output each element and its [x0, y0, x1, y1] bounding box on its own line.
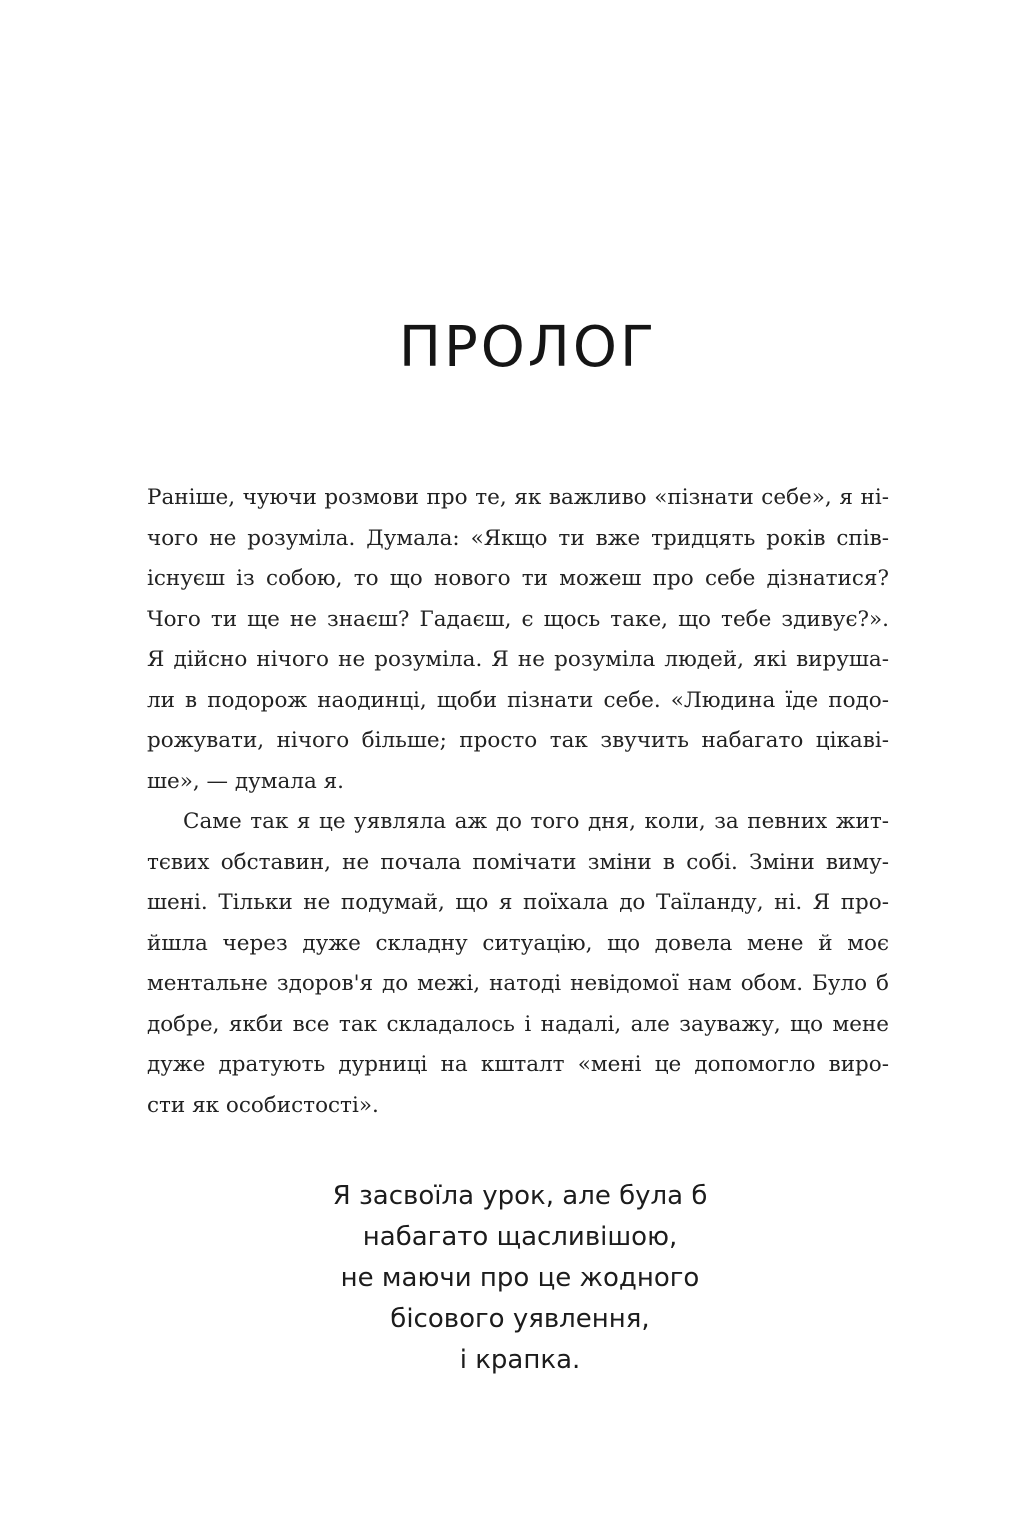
text-line: ментальне здоров'я до межі, натоді невідомої нам обом. Було б	[147, 971, 889, 996]
text-line: шені. Тільки не подумай, що я поїхала до Таїланду, ні. Я про-	[147, 890, 889, 915]
text-line: рожувати, нічого більше; просто так звучить набагато цікаві-	[147, 728, 889, 753]
text-line: дуже дратують дурниці на кшталт «мені це допомогло виро-	[147, 1052, 889, 1077]
text-line: Я дійсно нічого не розуміла. Я не розуміла людей, які вируша-	[147, 647, 889, 672]
text-line: сти як особистості».	[147, 1092, 379, 1118]
pull-quote-line: і крапка.	[459, 1345, 581, 1375]
paragraph	[147, 802, 889, 1126]
text-line: Саме так я це уявляла аж до того дня, коли, за певних жит-	[183, 809, 889, 834]
text-line: ше», — думала я.	[147, 768, 345, 794]
text-line: добре, якби все так складалось і надалі, але зауважу, що мене	[147, 1011, 889, 1037]
text-line: ли в подорож наодинці, щоби пізнати себе. «Людина їде подо-	[147, 687, 889, 713]
text-line: Чого ти ще не знаєш? Гадаєш, є щось таке, що тебе здивує?».	[147, 606, 889, 632]
prologue-body	[147, 478, 889, 1126]
text-line: Раніше, чуючи розмови про те, як важливо «пізнати себе», я ні-	[147, 485, 889, 510]
pull-quote-line: не маючи про це жодного	[340, 1263, 700, 1293]
text-line: чого не розуміла. Думала: «Якщо ти вже тридцять років спів-	[147, 525, 889, 551]
text-line: тєвих обставин, не почала помічати зміни в собі. Зміни виму-	[147, 849, 889, 875]
pull-quote-line: набагато щасливішою,	[362, 1222, 678, 1252]
chapter-title: ПРОЛОГ	[398, 315, 658, 380]
pull-quote-line: Я засвоїла урок, але була б	[332, 1181, 708, 1211]
text-line: йшла через дуже складну ситуацію, що довела мене й моє	[147, 930, 889, 956]
pull-quote	[200, 1176, 840, 1381]
pull-quote-line: бісового уявлення,	[390, 1304, 650, 1334]
paragraph	[147, 478, 889, 802]
text-line: існуєш із собою, то що нового ти можеш про себе дізнатися?	[147, 566, 889, 591]
